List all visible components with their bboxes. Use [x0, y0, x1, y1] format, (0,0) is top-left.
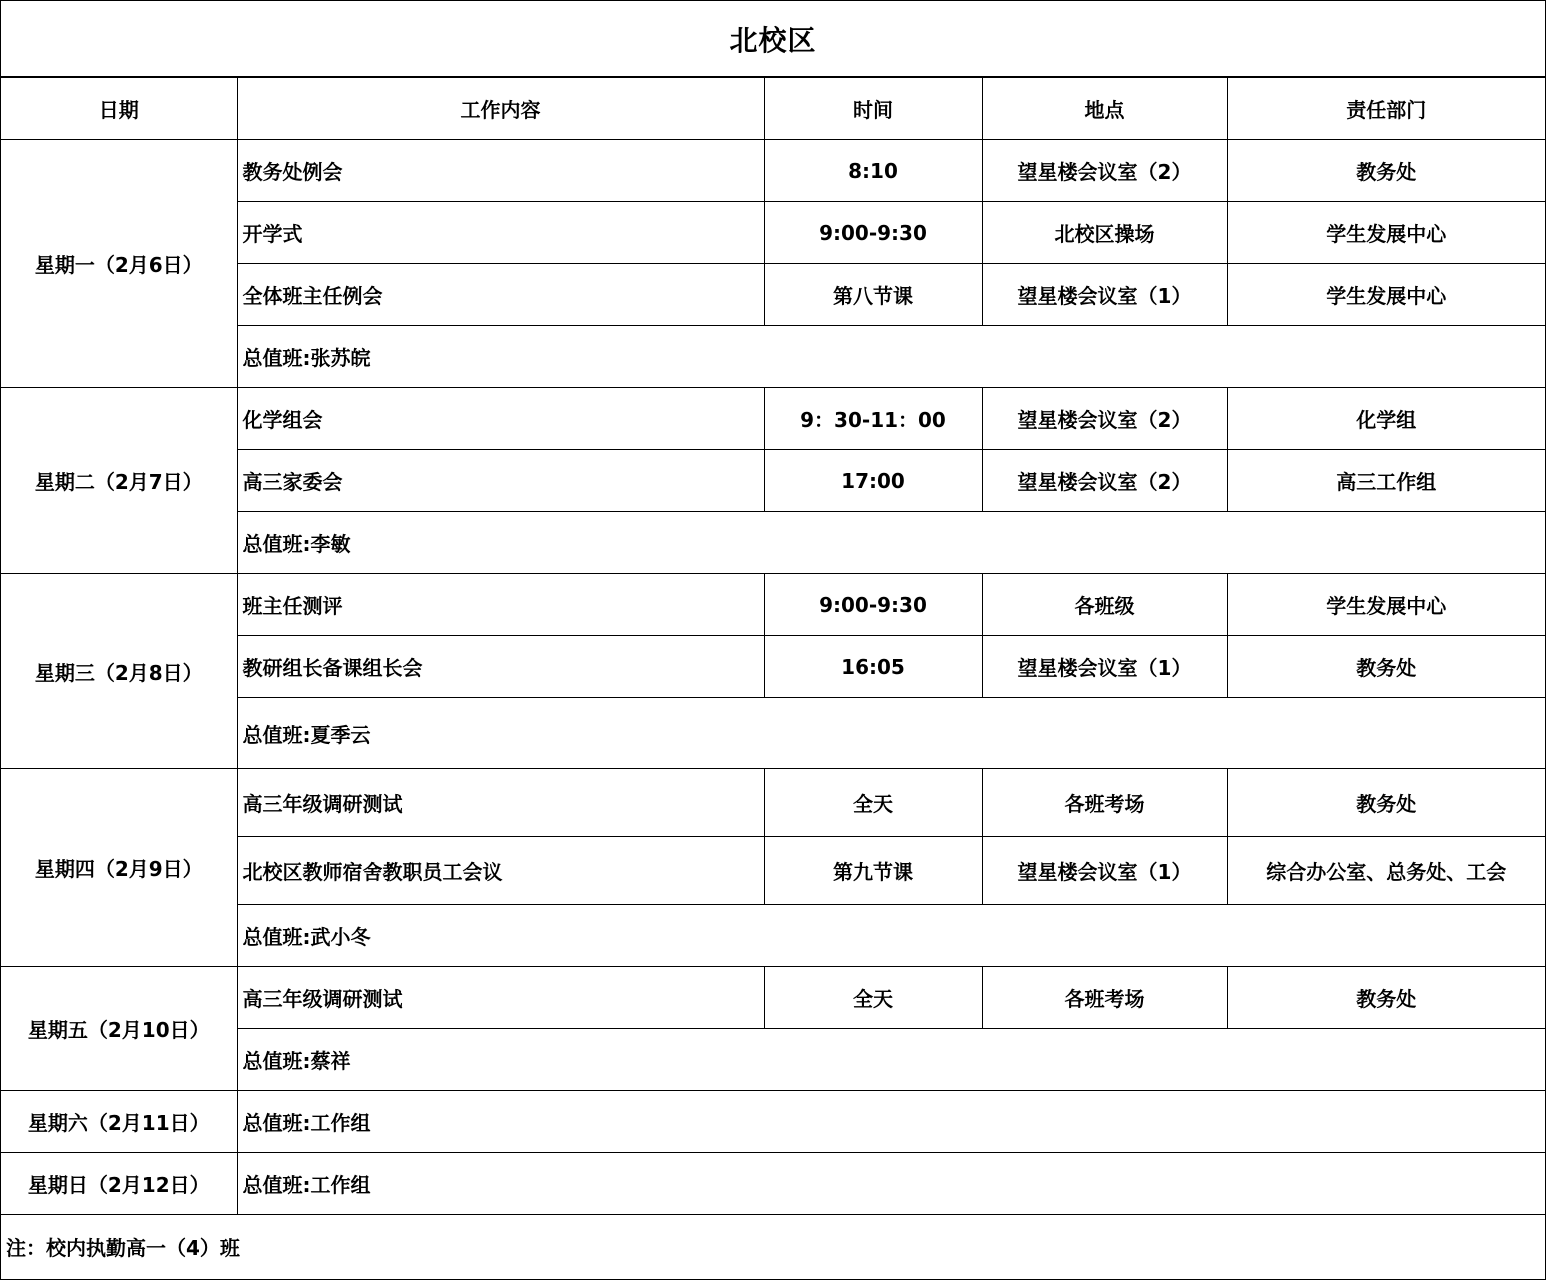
event-time: 第九节课 [764, 837, 982, 905]
header-content: 工作内容 [237, 78, 764, 140]
event-department: 化学组 [1227, 388, 1545, 450]
event-department: 综合办公室、总务处、工会 [1227, 837, 1545, 905]
event-location: 望星楼会议室（1） [982, 636, 1227, 698]
event-content: 高三年级调研测试 [237, 769, 764, 837]
event-location: 各班考场 [982, 967, 1227, 1029]
duty-row [1, 1153, 1545, 1215]
event-time: 9：30-11：00 [764, 388, 982, 450]
event-department: 学生发展中心 [1227, 264, 1545, 326]
table-row [1, 967, 1545, 1029]
day-label-saturday: 星期六（2月11日） [1, 1091, 237, 1153]
note-row [1, 1215, 1545, 1278]
table-row [1, 140, 1545, 202]
event-location: 望星楼会议室（2） [982, 450, 1227, 512]
event-time: 9:00-9:30 [764, 574, 982, 636]
event-content: 全体班主任例会 [237, 264, 764, 326]
day-label-thursday: 星期四（2月9日） [1, 769, 237, 967]
event-content: 北校区教师宿舍教职员工会议 [237, 837, 764, 905]
event-time: 第八节课 [764, 264, 982, 326]
table-row [1, 769, 1545, 837]
event-department: 学生发展中心 [1227, 202, 1545, 264]
event-department: 教务处 [1227, 140, 1545, 202]
table-row [1, 388, 1545, 450]
day-label-tuesday: 星期二（2月7日） [1, 388, 237, 574]
event-department: 教务处 [1227, 967, 1545, 1029]
duty-officer: 总值班:蔡祥 [237, 1029, 1545, 1091]
event-location: 望星楼会议室（2） [982, 140, 1227, 202]
event-location: 望星楼会议室（1） [982, 837, 1227, 905]
duty-officer: 总值班:武小冬 [237, 905, 1545, 967]
event-time: 8:10 [764, 140, 982, 202]
duty-officer: 总值班:工作组 [237, 1153, 1545, 1215]
day-label-wednesday: 星期三（2月8日） [1, 574, 237, 769]
table-row [1, 574, 1545, 636]
event-location: 各班级 [982, 574, 1227, 636]
event-time: 9:00-9:30 [764, 202, 982, 264]
duty-row [1, 1091, 1545, 1153]
event-time: 17:00 [764, 450, 982, 512]
event-content: 开学式 [237, 202, 764, 264]
duty-officer: 总值班:李敏 [237, 512, 1545, 574]
header-date: 日期 [1, 78, 237, 140]
event-time: 16:05 [764, 636, 982, 698]
page-title: 北校区 [1, 1, 1545, 77]
header-time: 时间 [764, 78, 982, 140]
event-content: 教研组长备课组长会 [237, 636, 764, 698]
event-location: 望星楼会议室（2） [982, 388, 1227, 450]
event-time: 全天 [764, 769, 982, 837]
event-content: 班主任测评 [237, 574, 764, 636]
event-content: 化学组会 [237, 388, 764, 450]
event-department: 学生发展中心 [1227, 574, 1545, 636]
event-department: 教务处 [1227, 636, 1545, 698]
event-location: 各班考场 [982, 769, 1227, 837]
duty-officer: 总值班:张苏皖 [237, 326, 1545, 388]
header-location: 地点 [982, 78, 1227, 140]
event-content: 高三年级调研测试 [237, 967, 764, 1029]
event-department: 教务处 [1227, 769, 1545, 837]
event-content: 教务处例会 [237, 140, 764, 202]
day-label-sunday: 星期日（2月12日） [1, 1153, 237, 1215]
duty-officer: 总值班:夏季云 [237, 698, 1545, 769]
footer-note: 注：校内执勤高一（4）班 [1, 1215, 1545, 1278]
event-location: 望星楼会议室（1） [982, 264, 1227, 326]
duty-officer: 总值班:工作组 [237, 1091, 1545, 1153]
schedule-table [1, 77, 1545, 1277]
event-department: 高三工作组 [1227, 450, 1545, 512]
header-department: 责任部门 [1227, 78, 1545, 140]
day-label-monday: 星期一（2月6日） [1, 140, 237, 388]
header-row [1, 78, 1545, 140]
day-label-friday: 星期五（2月10日） [1, 967, 237, 1091]
event-content: 高三家委会 [237, 450, 764, 512]
event-time: 全天 [764, 967, 982, 1029]
event-location: 北校区操场 [982, 202, 1227, 264]
